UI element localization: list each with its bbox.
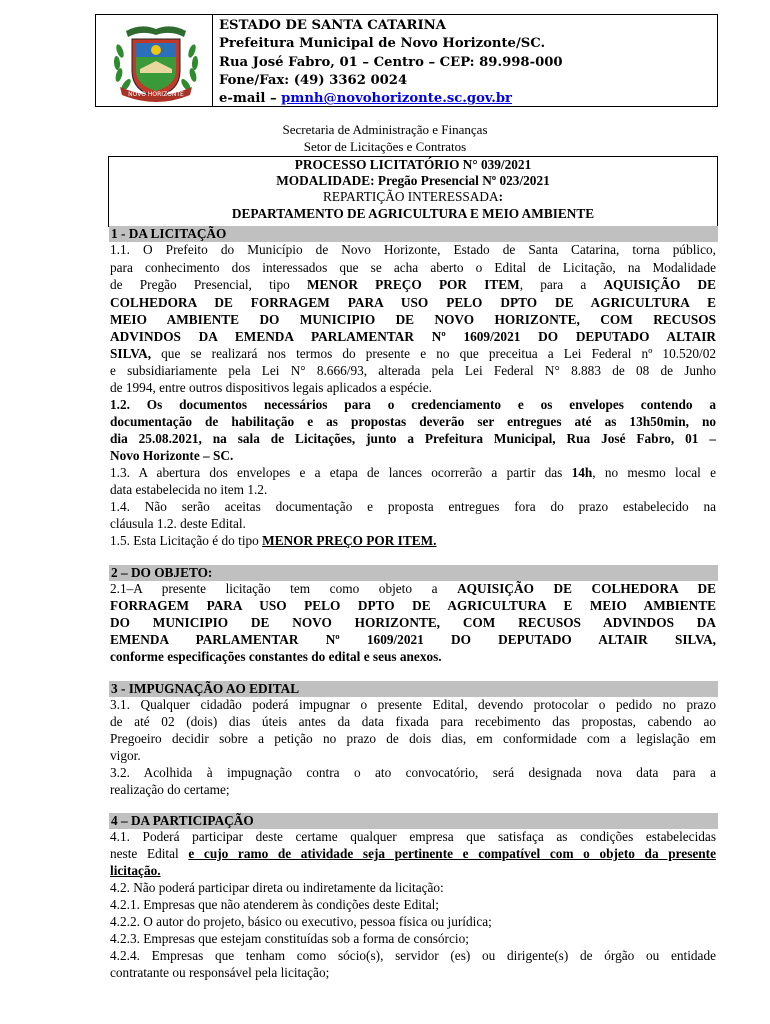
object-line: conforme especificações constantes do edital e seus anexos. bbox=[110, 649, 442, 664]
prefecture-name: Prefeitura Municipal de Novo Horizonte/SC. bbox=[219, 36, 546, 52]
p1-2-line: documentação de habilitação e as propostas deverão ser entregues até as 13h50min, no bbox=[110, 414, 716, 429]
p1-4-line: cláusula 1.2. deste Edital. bbox=[110, 516, 246, 531]
object-line: DO MUNICIPIO DE NOVO HORIZONTE, COM RECUSOS ADVINDOS DA bbox=[110, 615, 716, 630]
address: Rua José Fabro, 01 – Centro – CEP: 89.998-000 bbox=[219, 54, 563, 70]
participacao-line: 4.2. Não poderá participar direta ou indiretamente da licitação: bbox=[110, 880, 444, 895]
impugnacao-line: 3.1. Qualquer cidadão poderá impugnar o presente Edital, devendo protocolar o pedido no prazo bbox=[110, 697, 716, 712]
impugnacao-line: Pregoeiro decidir sobre a petição no prazo de dois dias, em conformidade com a legislação em bbox=[110, 731, 716, 746]
p1-1-line: MEIO AMBIENTE DO MUNICIPIO DE NOVO HORIZONTE, COM RECUSOS bbox=[110, 312, 716, 327]
participacao-line: licitação. bbox=[110, 863, 161, 878]
header-text bbox=[219, 17, 563, 108]
participacao-line: 4.2.4. Empresas que tenham como sócio(s), servidor (es) ou dirigente(s) de órgão ou entidade bbox=[110, 948, 716, 963]
interested-dept-label: REPARTIÇÃO INTERESSADA: bbox=[322, 189, 504, 205]
p1-5-line: 1.5. Esta Licitação é do tipo MENOR PREÇO POR ITEM. bbox=[110, 533, 437, 548]
participacao-line: contratante ou responsável pela licitação; bbox=[110, 965, 330, 980]
object-line: FORRAGEM PARA USO PELO DPTO DE AGRICULTURA E MEIO AMBIENTE bbox=[110, 598, 716, 613]
municipal-crest-icon bbox=[106, 21, 206, 103]
crest-text: NOVO HORIZONTE bbox=[128, 91, 184, 98]
p1-4-line: 1.4. Não serão aceitas documentação e proposta entregues fora do prazo estabelecido na bbox=[110, 499, 716, 514]
p1-2-line: Novo Horizonte – SC. bbox=[110, 448, 234, 463]
header-divider bbox=[212, 15, 213, 106]
secretaria-line: Secretaria de Administração e Finanças bbox=[282, 122, 488, 137]
p1-1-line: SILVA, que se realizará nos termos do presente e no que preceitua a Lei Federal nº 10.520/02 bbox=[110, 346, 716, 361]
impugnacao-line: realização do certame; bbox=[110, 782, 230, 797]
participacao-line: neste Edital e cujo ramo de atividade seja pertinente e compatível com o objeto da presente bbox=[110, 846, 716, 861]
interested-dept: DEPARTAMENTO DE AGRICULTURA E MEIO AMBIENTE bbox=[231, 205, 595, 221]
p1-1-line: para conhecimento dos interessados que se acha aberto o Edital de Licitação, na Modalidade bbox=[110, 260, 716, 275]
email-line bbox=[219, 90, 563, 108]
participacao-line: 4.1. Poderá participar deste certame qualquer empresa que satisfaça as condições estabelecidas bbox=[110, 829, 716, 844]
impugnacao-line: 3.2. Acolhida à impugnação contra o ato convocatório, será designada nova data para a bbox=[110, 765, 716, 780]
participacao-line: 4.2.2. O autor do projeto, básico ou executivo, pessoa física ou jurídica; bbox=[110, 914, 492, 929]
impugnacao-line: de até 02 (dois) dias úteis antes da data fixada para recebimento das propostas, cabendo ao bbox=[110, 714, 716, 729]
process-box bbox=[108, 156, 718, 227]
state-name: ESTADO DE SANTA CATARINA bbox=[219, 18, 446, 33]
p1-1-line: COLHEDORA DE FORRAGEM PARA USO PELO DPTO DE AGRICULTURA E bbox=[110, 295, 716, 310]
modality: MODALIDADE: Pregão Presencial Nº 023/2021 bbox=[276, 173, 550, 189]
phone: Fone/Fax: (49) 3362 0024 bbox=[219, 72, 408, 88]
participacao-line: 4.2.3. Empresas que estejam constituídas sob a forma de consórcio; bbox=[110, 931, 469, 946]
p1-3-line: 1.3. A abertura dos envelopes e a etapa de lances ocorrerão a partir das 14h, no mesmo local e bbox=[110, 465, 717, 480]
p1-1-line: ADVINDOS DA EMENDA PARLAMENTAR Nº 1609/2021 DO DEPUTADO ALTAIR bbox=[110, 329, 716, 344]
p1-1-line: de Pregão Presencial, tipo MENOR PREÇO POR ITEM, para a AQUISIÇÃO DE bbox=[110, 277, 716, 292]
section-heading-impugnacao: 3 - IMPUGNAÇÃO AO EDITAL bbox=[109, 681, 718, 697]
setor-line: Setor de Licitações e Contratos bbox=[303, 139, 467, 154]
impugnacao-line: vigor. bbox=[110, 748, 141, 763]
section-heading-licitacao: 1 - DA LICITAÇÃO bbox=[109, 226, 718, 242]
object-line: EMENDA PARLAMENTAR Nº 1609/2021 DO DEPUTADO ALTAIR SILVA, bbox=[110, 632, 716, 647]
p1-2-line: 1.2. Os documentos necessários para o credenciamento e os envelopes contendo a bbox=[110, 397, 716, 412]
email-label: e-mail – bbox=[219, 91, 282, 107]
process-number: PROCESSO LICITATÓRIO N° 039/2021 bbox=[294, 157, 532, 172]
p1-3-line: data estabelecida no item 1.2. bbox=[110, 482, 268, 497]
participacao-line: 4.2.1. Empresas que não atenderem às condições deste Edital; bbox=[110, 897, 439, 912]
object-line: 2.1–A presente licitação tem como objeto a AQUISIÇÃO DE COLHEDORA DE bbox=[110, 581, 717, 596]
email-link[interactable]: pmnh@novohorizonte.sc.gov.br bbox=[281, 91, 512, 107]
section-heading-participacao: 4 – DA PARTICIPAÇÃO bbox=[109, 813, 718, 829]
p1-1-line: de 1994, entre outros dispositivos legais aplicados a espécie. bbox=[110, 380, 433, 395]
p1-2-line: dia 25.08.2021, na sala de Licitações, junto a Prefeitura Municipal, Rua José Fabro, 01 – bbox=[110, 431, 716, 446]
section-heading-objeto: 2 – DO OBJETO: bbox=[109, 565, 718, 581]
p1-1-line: 1.1. O Prefeito do Município de Novo Horizonte, Estado de Santa Catarina, torna público, bbox=[110, 242, 716, 257]
letterhead bbox=[95, 14, 718, 107]
p1-1-line: e subsidiariamente pela Lei N° 8.666/93, alterada pela Lei Federal N° 8.883 de 08 de Junho bbox=[110, 363, 716, 378]
